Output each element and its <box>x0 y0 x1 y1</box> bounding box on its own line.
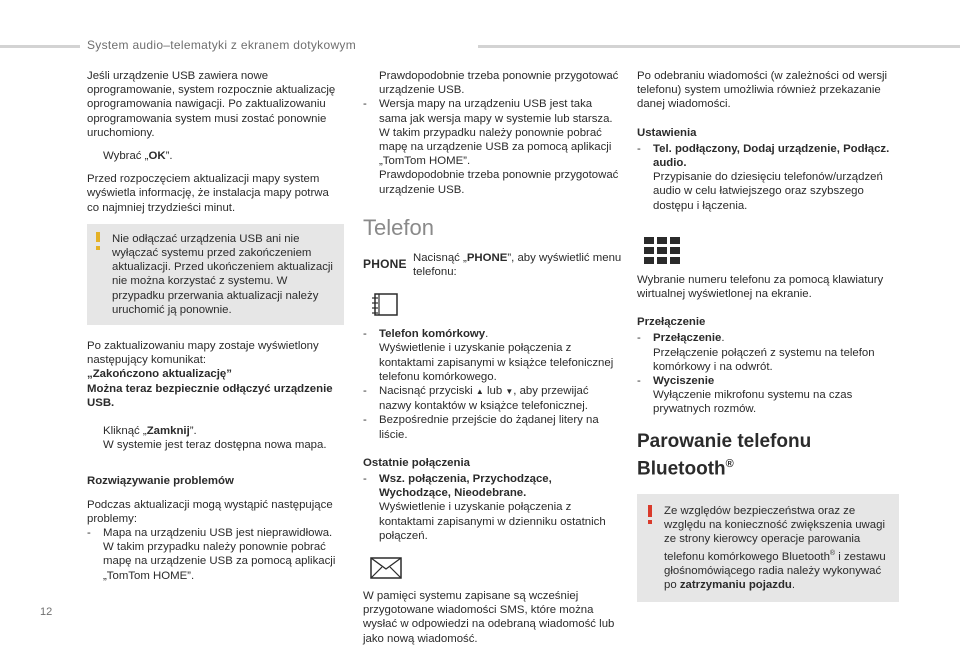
troubleshooting-heading: Rozwiązywanie problemów <box>87 475 234 488</box>
switch-item: - Przełączenie. Przełączenie połączeń z systemu na telefon komórkowy i na odwrót. <box>637 332 875 373</box>
info-box <box>87 224 344 325</box>
settings-item: - Tel. podłączony, Dodaj urządzenie, Podłącz. audio. Przypisanie do dziesięciu telefonów/urządzeń audio w celu łatwiejszego oraz szybszego dostępu i łączenia. <box>637 142 890 212</box>
column-1 <box>87 69 344 583</box>
warning-box-text: Ze względów bezpieczeństwa oraz ze względu na konieczność zwiększenia uwagi ze strony kierowcy operacje parowania telefonu komórkowego Bluetooth® i zestawu głośnomówiącego radia należy wykonywać po zatrzymaniu pojazdu. <box>664 504 886 591</box>
trouble-item-2: - Wersja mapy na urządzeniu USB jest taka sama jak wersja mapy w systemie lub starsza. W takim przypadku należy ponownie pobrać mapę na urządzenie USB za pomocą aplikacji „TomTom HOME”. Prawdopodobnie trzeba ponownie przygotować urządzenie USB. <box>363 98 619 196</box>
info-icon <box>96 232 100 242</box>
phone-button-icon: PHONE <box>363 256 407 271</box>
keypad-paragraph: Wybranie numeru telefonu za pomocą klawiatury wirtualnej wyświetlonej na ekranie. <box>637 273 884 301</box>
select-ok-instruction: Wybrać „OK”. <box>103 150 173 163</box>
close-instruction: Kliknąć „Zamknij”. W systemie jest teraz dostępna nowa mapa. <box>103 425 327 452</box>
troubleshooting-intro: Podczas aktualizacji mogą wystąpić następujące problemy: <box>87 498 333 525</box>
page-number: 12 <box>40 606 53 618</box>
header-rule-left <box>0 45 80 48</box>
trouble-item-1-cont: Prawdopodobnie trzeba ponownie przygotować urządzenie USB. <box>379 70 619 97</box>
contacts-book-icon <box>369 291 623 319</box>
forward-paragraph: Po odebraniu wiadomości (w zależności od wersji telefonu) system umożliwia również przekazanie danej wiadomości. <box>637 70 888 111</box>
phone-instruction: PHONE Nacisnąć „PHONE”, aby wyświetlić menu telefonu: <box>363 251 622 279</box>
usb-update-paragraph: Jeśli urządzenie USB zawiera nowe oprogramowanie, system rozpocznie aktualizację oprogramowania nawigacji. Po zaktualizowaniu oprogramowania system musi zostać ponownie uruchomiony. <box>87 70 336 139</box>
info-box-text: Nie odłączać urządzenia USB ani nie wyłączać systemu przed zakończeniem aktualizacji. Przed ukończeniem aktualizacji nie można korzystać z systemu. W przypadku przerwania aktualizacji należy uruchomić ją ponownie. <box>112 232 333 316</box>
arrow-down-icon: ▼ <box>505 387 514 397</box>
direct-letter-item: - Bezpośrednie przejście do żądanej litery na liście. <box>363 414 599 441</box>
header-rule-right <box>478 45 960 48</box>
recent-calls-heading: Ostatnie połączenia <box>363 456 470 469</box>
keypad-icon <box>643 235 899 265</box>
telefon-heading: Telefon <box>363 214 434 240</box>
sms-paragraph: W pamięci systemu zapisane są wcześniej przygotowane wiadomości SMS, które można wysłać w odpowiedzi na odebraną wiadomość lub jako nową wiadomość. <box>363 590 615 645</box>
switch-heading: Przełączenie <box>637 316 706 329</box>
warning-box <box>637 494 899 602</box>
bluetooth-pairing-heading: Parowanie telefonu Bluetooth® <box>637 430 812 479</box>
running-header: System audio–telematyki z ekranem dotykowym <box>87 38 357 52</box>
warning-icon <box>648 505 652 517</box>
duration-paragraph: Przed rozpoczęciem aktualizacji mapy system wyświetla informację, że instalacja mapy potrwa co najmniej trzydzieści minut. <box>87 173 329 214</box>
mute-item: - Wyciszenie Wyłączenie mikrofonu systemu na czas prywatnych rozmów. <box>637 375 853 416</box>
recent-calls-item: - Wsz. połączenia, Przychodzące, Wychodzące, Nieodebrane. Wyświetlenie i uzyskanie połączenia z kontaktami zapisanymi w dzienniku ostatnich połączeń. <box>363 473 606 542</box>
scroll-item: - Nacisnąć przyciski ▲ lub ▼, aby przewijać nazwy kontaktów w książce telefonicznej. <box>363 385 589 413</box>
settings-heading: Ustawienia <box>637 126 697 139</box>
contacts-item: - Telefon komórkowy. Wyświetlenie i uzyskanie połączenia z kontaktami zapisanymi w książce telefonicznej telefonu komórkowego. <box>363 328 614 383</box>
column-3 <box>637 69 899 602</box>
completion-paragraph: Po zaktualizowaniu mapy zostaje wyświetlony następujący komunikat: „Zakończono aktualizację” Można teraz bezpiecznie odłączyć urządzenie USB. <box>87 340 333 409</box>
envelope-icon <box>369 555 623 581</box>
column-2 <box>363 69 623 649</box>
trouble-item-1: - Mapa na urządzeniu USB jest nieprawidłowa. W takim przypadku należy ponownie pobrać mapę na urządzenie USB za pomocą aplikacji „TomTom HOME”. <box>87 527 336 582</box>
arrow-up-icon: ▲ <box>475 387 484 397</box>
